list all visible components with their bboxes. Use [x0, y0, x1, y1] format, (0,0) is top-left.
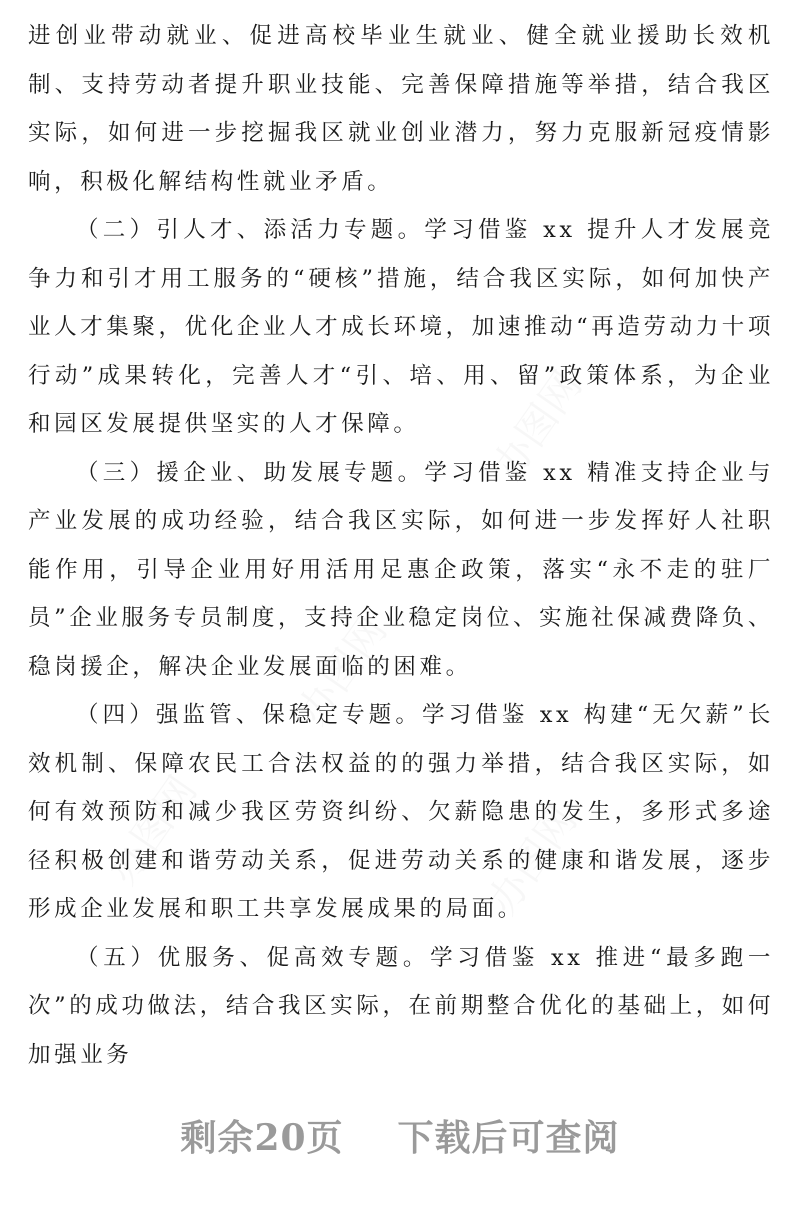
- paragraph-supervision-topic: （四）强监管、保稳定专题。学习借鉴 xx 构建“无欠薪”长效机制、保障农民工合法权益的的强力举措，结合我区实际，如何有效预防和减少我区劳资纠纷、欠薪隐患的发生，多形式多途径积极创建和谐劳动关系，促进劳动关系的健康和谐发展，逐步形成企业发展和职工共享发展成果的局面。: [28, 702, 774, 922]
- watermark: 办图网: [484, 363, 592, 488]
- paragraph-talent-topic: （二）引人才、添活力专题。学习借鉴 xx 提升人才发展竞争力和引才用工服务的“硬核”措施，结合我区实际，如何加快产业人才集聚，优化企业人才成长环境，加速推动“再造劳动力十项行动”成果转化，完善人才“引、培、用、留”政策体系，为企业和园区发展提供坚实的人才保障。: [28, 217, 774, 437]
- watermark: 办图网: [99, 768, 207, 893]
- paragraph-enterprise-topic: （三）援企业、助发展专题。学习借鉴 xx 精准支持企业与产业发展的成功经验，结合我区实际，如何进一步发挥好人社职能作用，引导企业用好用活用足惠企政策，落实“永不走的驻厂员”企业服务专员制度，支持企业稳定岗位、实施社保减费降负、稳岗援企，解决企业发展面临的困难。: [28, 459, 774, 680]
- remaining-pages-label: 剩余20页: [180, 1117, 344, 1159]
- document-body: [28, 12, 774, 1079]
- paragraph-continuation: 进创业带动就业、促进高校毕业生就业、健全就业援助长效机制、支持劳动者提升职业技能、完善保障措施等举措，结合我区实际，如何进一步挖掘我区就业创业潜力，努力克服新冠疫情影响，积极化解结构性就业矛盾。: [28, 23, 774, 195]
- download-hint-label: 下载后可查阅: [397, 1117, 620, 1159]
- paragraph-service-topic: （五）优服务、促高效专题。学习借鉴 xx 推进“最多跑一次”的成功做法，结合我区实际，在前期整合优化的基础上，如何加强业务: [28, 944, 774, 1068]
- watermark: 办图网: [289, 608, 397, 733]
- watermark: 办图网: [479, 798, 587, 923]
- download-banner[interactable]: [0, 1110, 800, 1161]
